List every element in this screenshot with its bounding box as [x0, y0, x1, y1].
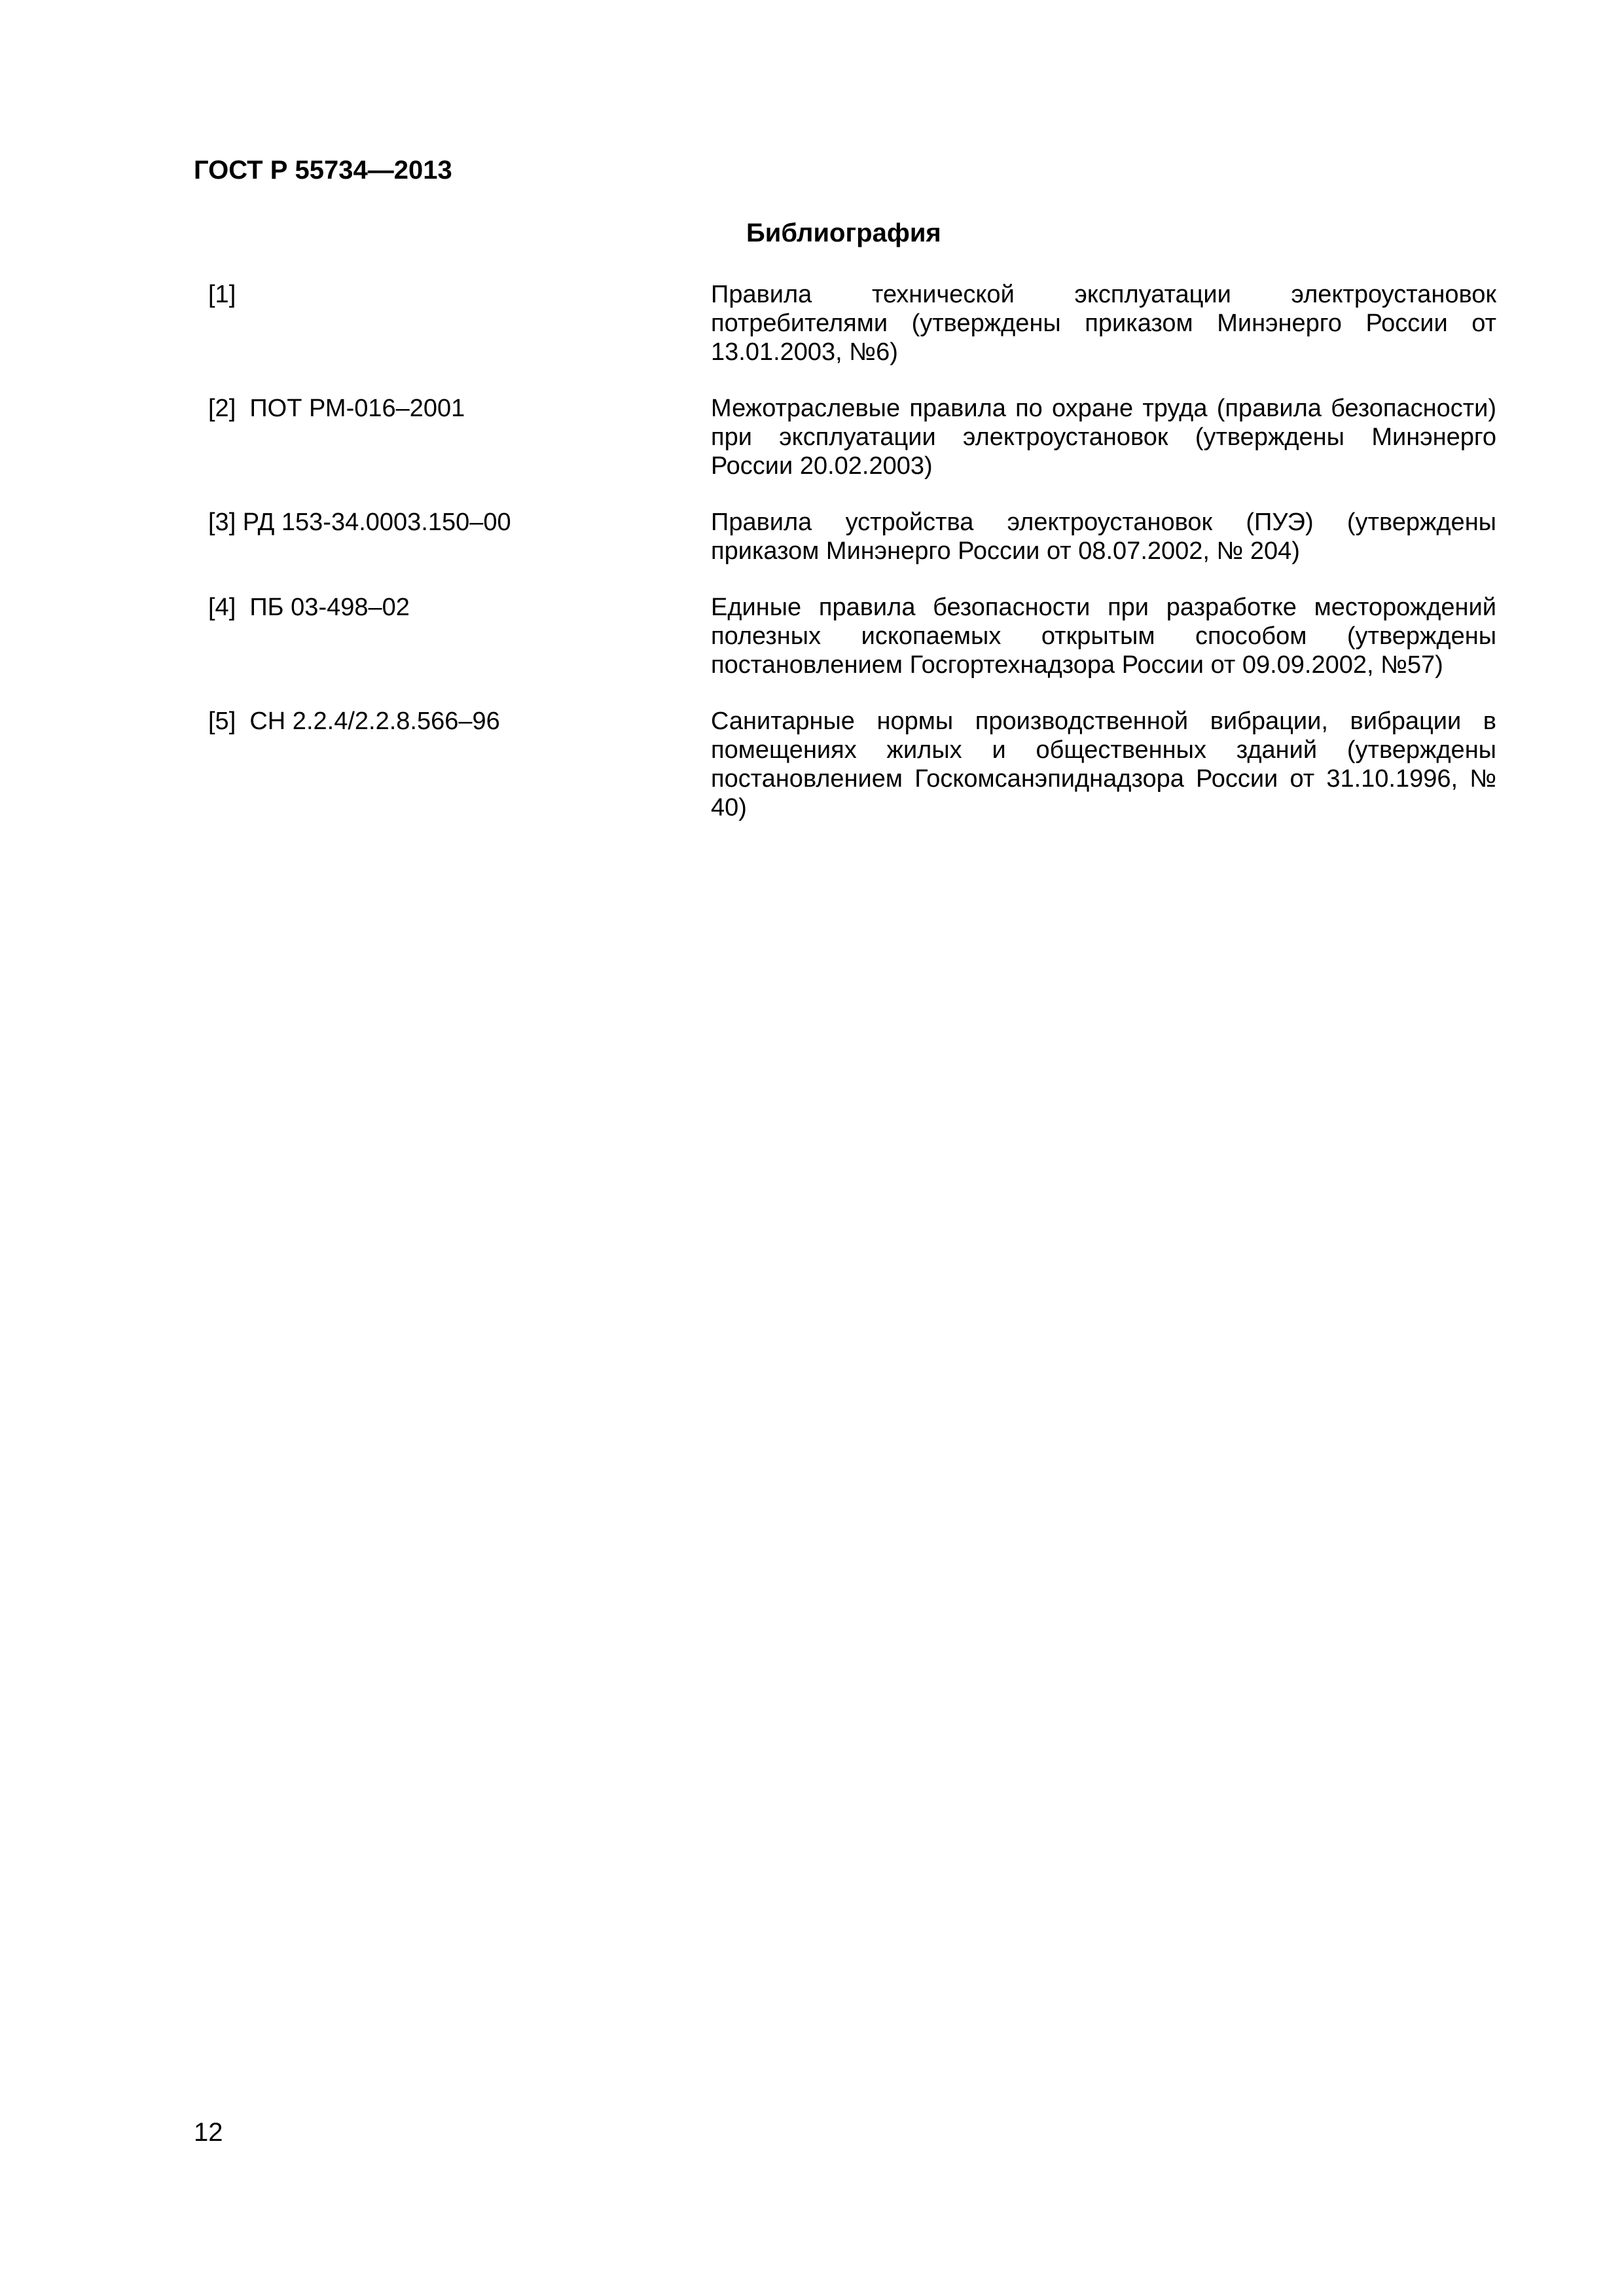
reference-label: [5] СН 2.2.4/2.2.8.566–96	[208, 708, 500, 735]
reference-description: Единые правила безопасности при разработке месторождений полезных ископаемых открытым способом (утверждены постановлением Госгортехнадзора России от 09.09.2002, №57)	[711, 594, 1496, 679]
bibliography-title: Библиография	[746, 219, 941, 247]
reference-label: [3] РД 153-34.0003.150–00	[208, 509, 511, 536]
reference-label: [4] ПБ 03-498–02	[208, 594, 410, 621]
reference-description: Правила технической эксплуатации электроустановок потребителями (утверждены приказом Минэнерго России от 13.01.2003, №6)	[711, 281, 1496, 366]
document-code: ГОСТ Р 55734—2013	[194, 156, 452, 185]
page-number: 12	[194, 2118, 223, 2147]
reference-label: [1]	[208, 281, 236, 308]
reference-description: Правила устройства электроустановок (ПУЭ) (утверждены приказом Минэнерго России от 08.07.2002, № 204)	[711, 509, 1496, 565]
reference-description: Санитарные нормы производственной вибрации, вибрации в помещениях жилых и общественных зданий (утверждены постановлением Госкомсанэпиднадзора России от 31.10.1996, № 40)	[711, 708, 1496, 821]
reference-label: [2] ПОТ РМ-016–2001	[208, 395, 465, 422]
reference-description: Межотраслевые правила по охране труда (правила безопасности) при эксплуатации электроустановок (утверждены Минэнерго России 20.02.2003)	[711, 395, 1496, 480]
